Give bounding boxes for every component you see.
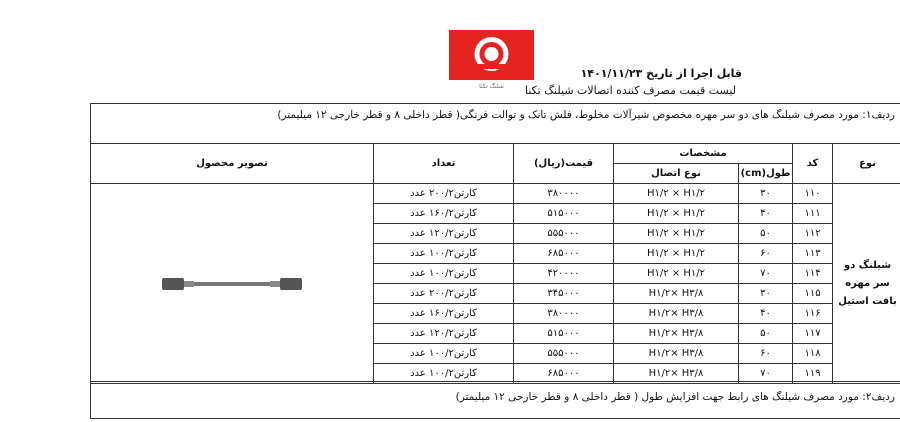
length-cell: ۳۰ (739, 184, 793, 204)
connection-cell: H۱/۲× H۳/۸ (614, 304, 739, 324)
price-cell: ۵۵۵۰۰۰ (514, 224, 614, 244)
table-row (91, 184, 900, 204)
length-cell: ۳۰ (739, 284, 793, 304)
code-cell: ۱۱۹ (793, 364, 833, 384)
quantity-cell: کارتن۱۶۰/۲ عدد (374, 304, 514, 324)
product-image-cell (91, 184, 374, 384)
header-image: تصویر محصول (91, 144, 374, 184)
quantity-cell: کارتن۱۶۰/۲ عدد (374, 204, 514, 224)
quantity-cell: کارتن۱۲۰/۲ عدد (374, 224, 514, 244)
header-connection: نوع اتصال (614, 164, 739, 184)
quantity-cell: کارتن۱۰۰/۲ عدد (374, 364, 514, 384)
effective-date: قابل اجرا از تاریخ ۱۴۰۱/۱۱/۲۳ (580, 67, 742, 80)
price-table (90, 143, 900, 384)
connection-cell: H۱/۲× H۳/۸ (614, 324, 739, 344)
code-cell: ۱۱۷ (793, 324, 833, 344)
length-cell: ۵۰ (739, 224, 793, 244)
price-cell: ۳۸۰۰۰۰ (514, 184, 614, 204)
quantity-cell: کارتن۱۰۰/۲ عدد (374, 344, 514, 364)
length-cell: ۴۰ (739, 204, 793, 224)
header-length: طول(cm) (739, 164, 793, 184)
length-cell: ۷۰ (739, 364, 793, 384)
length-cell: ۷۰ (739, 264, 793, 284)
code-cell: ۱۱۴ (793, 264, 833, 284)
quantity-cell: کارتن۱۰۰/۲ عدد (374, 264, 514, 284)
price-cell: ۳۸۰۰۰۰ (514, 304, 614, 324)
steel-braided-hose-image-icon (162, 273, 302, 295)
header-type: نوع (833, 144, 900, 184)
price-cell: ۴۲۰۰۰۰ (514, 264, 614, 284)
length-cell: ۴۰ (739, 304, 793, 324)
length-cell: ۵۰ (739, 324, 793, 344)
price-cell: ۵۵۵۰۰۰ (514, 344, 614, 364)
length-cell: ۶۰ (739, 244, 793, 264)
connection-cell: H۱/۲× H۳/۸ (614, 284, 739, 304)
price-cell: ۵۱۵۰۰۰ (514, 324, 614, 344)
company-logo-red-circle-icon (449, 30, 534, 90)
header-code: کد (793, 144, 833, 184)
connection-cell: H۱/۲ × H۱/۲ (614, 224, 739, 244)
header-quantity: تعداد (374, 144, 514, 184)
quantity-cell: کارتن۱۰۰/۲ عدد (374, 244, 514, 264)
code-cell: ۱۱۵ (793, 284, 833, 304)
section2-note: ردیف۲: مورد مصرف شیلنگ های رابط جهت افزایش طول ( قطر داخلی ۸ و قطر خارجی ۱۲ میلیمتر) (90, 381, 900, 419)
price-cell: ۵۱۵۰۰۰ (514, 204, 614, 224)
company-logo (449, 30, 534, 90)
logo-caption: شلنگ تکنا (479, 83, 504, 90)
price-cell: ۶۸۵۰۰۰ (514, 244, 614, 264)
connection-cell: H۱/۲ × H۱/۲ (614, 204, 739, 224)
connection-cell: H۱/۲ × H۱/۲ (614, 184, 739, 204)
code-cell: ۱۱۱ (793, 204, 833, 224)
header-price: قیمت(ریال) (514, 144, 614, 184)
quantity-cell: کارتن۲۰۰/۲ عدد (374, 184, 514, 204)
connection-cell: H۱/۲× H۳/۸ (614, 344, 739, 364)
price-cell: ۳۴۵۰۰۰ (514, 284, 614, 304)
product-type: شیلنگ دو سر مهره بافت استیل (833, 184, 900, 384)
connection-cell: H۱/۲ × H۱/۲ (614, 244, 739, 264)
connection-cell: H۱/۲× H۳/۸ (614, 364, 739, 384)
connection-cell: H۱/۲ × H۱/۲ (614, 264, 739, 284)
code-cell: ۱۱۲ (793, 224, 833, 244)
price-cell: ۶۸۵۰۰۰ (514, 364, 614, 384)
length-cell: ۶۰ (739, 344, 793, 364)
quantity-cell: کارتن۲۰۰/۲ عدد (374, 284, 514, 304)
code-cell: ۱۱۰ (793, 184, 833, 204)
code-cell: ۱۱۶ (793, 304, 833, 324)
header-specs: مشخصات (614, 144, 793, 164)
price-list-subtitle: لیست قیمت مصرف کننده اتصالات شیلنگ تکنا (524, 84, 736, 97)
code-cell: ۱۱۳ (793, 244, 833, 264)
code-cell: ۱۱۸ (793, 344, 833, 364)
section1-note: ردیف۱: مورد مصرف شیلنگ های دو سر مهره مخصوص شیرآلات مخلوط، فلش تانک و توالت فرنگی( قطر داخلی ۸ و قطر خارجی ۱۲ میلیمتر) (90, 103, 900, 143)
quantity-cell: کارتن۱۲۰/۲ عدد (374, 324, 514, 344)
